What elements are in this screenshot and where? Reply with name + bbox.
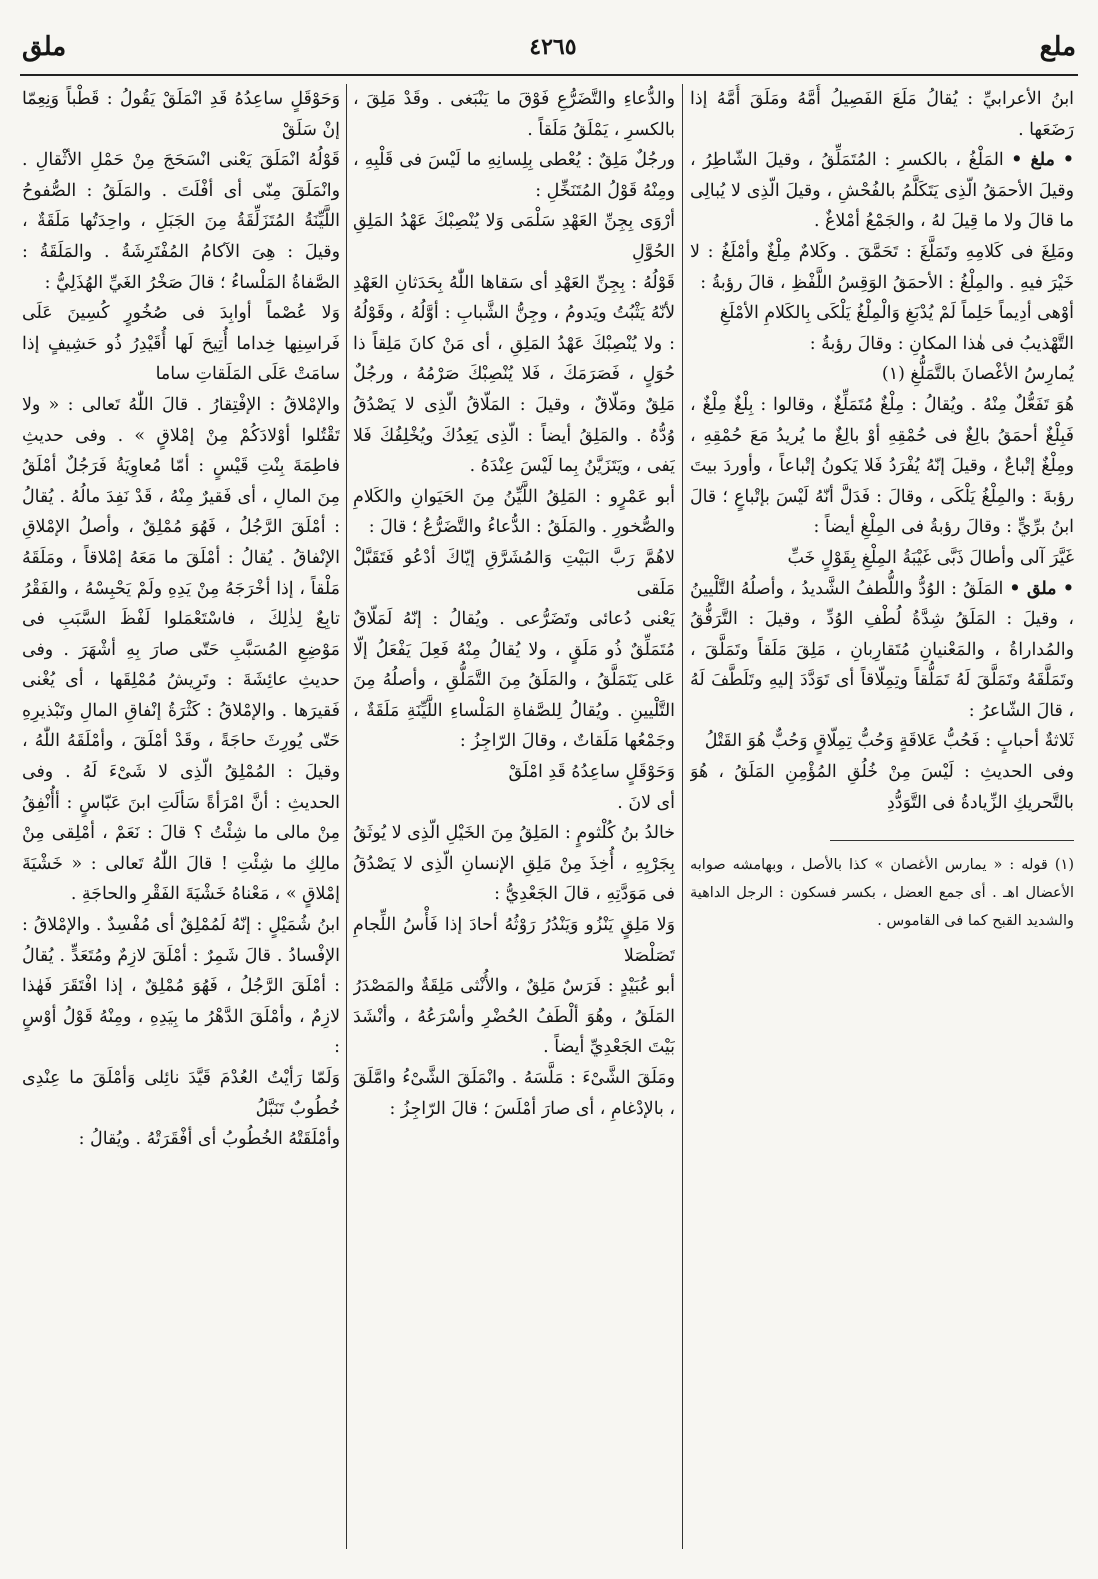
page-number: ٤٢٦٥ xyxy=(529,34,577,60)
paragraph: قَوْلُهُ انْمَلَقَ يَعْنى انْسَحَجَ مِنْ حَمْلِ الأثْقالِ . وانْمَلَقَ مِنّى أى أفْلَتَ . والمَلَقُ : الصُّفوحُ اللَّيِّنَةُ المُتَزَلِّقَةُ مِنَ الجَبَلِ ، واحِدَتُها مَلَقَةٌ ، وقيلَ : هِىَ الآكامُ المُفْتَرِشَةُ . والمَلَقَةُ : الصَّفاةُ المَلْساءُ ؛ قالَ صَخْرُ الغَيِّ الهُذَلِيُّ : xyxy=(22,150,340,293)
paragraph: ومَلَقَ الشَّىْءَ : مَلَّسَهُ . وانْمَلَقَ الشَّىْءُ وامَّلَقَ ، بالإدْغامِ ، أى صارَ أمْلَسَ ؛ قالَ الرّاجِزُ : xyxy=(353,1068,675,1119)
verse: لاهُمَّ رَبَّ البَيْتِ وَالمُشَرَّقِ إيّاكَ أدْعُو فَتَقَبَّلْ مَلَقى xyxy=(353,547,675,599)
verse: وَلا عُصْماً أوابِدَ فى صُخُورٍ كُسِينَ عَلَى فَراسِنِها خِداما أُتِيحَ لَها أُقَيْدِرُ ذُو حَشِيفٍ إذا سامَتْ عَلَى المَلَقاتِ ساما xyxy=(22,303,340,385)
verse: ثَلاثةٌ أحبابٍ : فَحُبُّ عَلاقَةٍ وَحُبُّ تِمِلّاقٍ وَحُبٌّ هُوَ القَتْلُ xyxy=(704,731,1074,752)
paragraph: أى لانَ . xyxy=(617,792,675,813)
column-divider xyxy=(682,84,683,1549)
paragraph: التَّهْذيبُ فى هٰذا المكانِ : وقالَ رؤبةُ : xyxy=(809,333,1074,354)
header-right-word: ملع xyxy=(1039,32,1076,62)
paragraph-text: المَلْغُ ، بالكسرِ : المُتَمَلِّقُ ، وقيلَ الشّاطِرُ ، وقيلَ الأحمَقُ الّذِى يَتَكَلَّمُ بالفُحْشِ ، وقيلَ الّذِى لا يُبالِى ما قالَ ولا ما قِيلَ لهُ ، والجَمْعُ أمْلاغٌ . xyxy=(690,150,1074,232)
paragraph: أبو عُبَيْدٍ : فَرَسٌ مَلِقٌ ، والأُنْثى مَلِقَةٌ والمَصْدَرُ المَلَقُ ، وهُوَ ألْطَفُ الحُضْرِ وأسْرَعُهُ ، وأنْشَدَ بَيْتَ الجَعْدِيِّ أيضاً . xyxy=(353,976,675,1058)
column-divider xyxy=(346,84,347,1549)
column-middle xyxy=(353,84,675,1549)
paragraph: قَوْلُهُ : بِجِنِّ العَهْدِ أى سَقاها اللّٰهُ بِحَدَثانِ العَهْدِ لأنّهُ يَثْبُتُ ويَدومُ ، وجِنُّ الشَّبابِ : أوَّلُهُ ، وقَوْلُهُ : ولا يُنْصِبْكَ عَهْدُ المَلِقِ ، أى مَنْ كانَ مَلِقاً ذا حُوَلٍ ، فَصَرَمَكَ ، فَلا يُنْصِبْكَ صَرْمُهُ ، ورجُلٌ مَلِقٌ ومَلّاقٌ ، وقيلَ : المَلّاقُ الّذِى لا يَصْدُقُ وُدُّهُ . والمَلِقُ أيضاً : الّذِى يَعِدُكَ ويُخْلِفُكَ فَلا يَفى ، ويَتَزَيَّنُ بِما لَيْسَ عِنْدَهُ . xyxy=(353,272,675,477)
header-rule xyxy=(20,74,1078,76)
verse: أوْهى أدِيماً حَلِماً لَمْ يُدْبَغِ وَالْمِلْغُ يَلْكَى بِالكَلامِ الأمْلَغِ xyxy=(719,303,1074,324)
footnote: (١) قوله : « يمارس الأغصان » كذا بالأصل ، وبهامشه صوابه الأعضال اهـ . أى جمع العضل ، بكسر فسكون : الرجل الداهية والشديد القبح كما فى القاموس . xyxy=(690,857,1074,930)
paragraph: ابنُ الأعرابيِّ : يُقالُ مَلَعَ الفَصِيلُ أُمَّهُ ومَلَقَ أُمَّهُ إذا رَضَعَها . xyxy=(690,89,1074,140)
paragraph: والإمْلاقُ : الإفْتِقارُ . قالَ اللّٰهُ تَعالى : « ولا تَقْتُلوا أوْلادَكُمْ مِنْ إمْلاقٍ » . وفى حديثِ فاطِمَةَ بِنْتِ قَيْسٍ : أمّا مُعاوِيَةُ فَرَجُلٌ أمْلَقُ مِنَ المالِ ، أى فَقيرٌ مِنْهُ ، قَدْ نَفِدَ مالُهُ . يُقالُ : أمْلَقَ الرَّجُلُ ، فَهُوَ مُمْلِقٌ ، وأصلُ الإمْلاقِ الإنْفاقُ . يُقالُ : أمْلَقَ ما مَعَهُ إمْلاقاً ، ومَلَقَهُ مَلْقاً ، إذا أخْرَجَهُ مِنْ يَدِهِ ولَمْ يَحْبِسْهُ ، والفَقْرُ تابِعٌ لِذٰلِكَ ، فاسْتَعْمَلوا لَفْظَ السَّبَبِ فى مَوْضِعِ المُسَبَّبِ حَتّى صارَ بِهِ أشْهَرَ . وفى حديثِ عائِشَةَ : وتَرِيشُ مُمْلِقَها ، أى يُغْنى فَقيرَها . والإمْلاقُ : كَثْرَةُ إنْفاقِ المالِ وتَبْذيرِهِ حَتّى يُورِثَ حاجَةً ، وقَدْ أمْلَقَ ، وأمْلَقَهُ اللّٰهُ ، وقيلَ : المُمْلِقُ الّذِى لا شَىْءَ لَهُ . وفى الحديثِ : أنَّ امْرَأةً سَألَتِ ابنَ عَبّاسٍ : أأُنْفِقُ مِنْ مالى ما شِئْتُ ؟ قالَ : نَعَمْ ، أمْلِقى مِنْ مالِكِ ما شِئْتِ ! قالَ اللّٰهُ تَعالى : « خَشْيَةَ إمْلاقٍ » ، مَعْناهُ خَشْيَةَ الفَقْرِ والحاجَةِ . xyxy=(22,394,340,905)
verse: يُمارِسُ الأغْصانَ بالتَّمَلُّغِ (١) xyxy=(881,364,1074,385)
paragraph: أبو عَمْرٍو : المَلِقُ اللَّيِّنُ مِنَ الحَيَوانِ والكَلامِ والصُّخورِ . والمَلَقُ : الدُّعاءُ والتَّضَرُّعُ ؛ قالَ : xyxy=(353,486,675,538)
verse: أرْوَى بِجِنِّ العَهْدِ سَلْمَى وَلا يُنْصِبْكَ عَهْدُ المَلِقِ الحُوَّلِ xyxy=(353,211,675,262)
footnote-rule xyxy=(830,840,1074,841)
column-left xyxy=(22,84,340,1549)
verse: وَحَوْقَلٍ ساعِدُهُ قَدِ امْلَقْ xyxy=(508,762,675,783)
verse: غَيَّرَ آلى وأطالَ ذَبَّى غَيْبَةُ المِلْغِ بِقَوْلٍ خَبِّ xyxy=(787,547,1074,568)
paragraph: ومَلِغَ فى كَلامِهِ وتَمَلَّغَ : تَحَمَّقَ . وكَلامٌ مِلْغٌ وأمْلَغُ : لا خَيْرَ فيهِ . والمِلْغُ : الأحمَقُ الوَقِسُ اللَّفْظِ ، قالَ رؤبةُ : xyxy=(690,241,1074,293)
paragraph: هُوَ تَفَعُّلٌ مِنْهُ . ويُقالُ : مِلْغٌ مُتَمَلِّغٌ ، وقالوا : بِلْغٌ مِلْغٌ ، فَبِلْغٌ أحمَقُ بالِغٌ فى حُمْقِهِ أوْ بالِغٌ ما يُريدُ مَعَ حُمْقِهِ ، ومِلْغٌ إتْباعٌ ، وقيلَ إنّهُ يُفْرَدُ فَلا يَكونُ إتْباعاً ، وأوردَ بيتَ رؤبةَ : والمِلْغُ يَلْكَى ، وقالَ : فَدَلَّ أنّهُ لَيْسَ بإتْباعٍ ؛ قالَ ابنُ برِّيٍّ : وقالَ رؤبةُ فى المِلْغِ أيضاً : xyxy=(690,394,1074,538)
entry-paragraph xyxy=(690,145,1074,237)
entry-paragraph xyxy=(690,574,1074,727)
paragraph: ورجُلٌ مَلِقٌ : يُعْطى بِلِسانِهِ ما لَيْسَ فى قَلْبِهِ ، ومِنْهُ قَوْلُ المُتَنَخِّلِ : xyxy=(353,150,675,201)
paragraph: وأمْلَقَتْهُ الخُطُوبُ أى أفْقَرَتْهُ . ويُقالُ : xyxy=(78,1129,340,1150)
header-left-word: ملق xyxy=(22,32,67,62)
paragraph: ابنُ شُمَيْلٍ : إنّهُ لَمُمْلِقٌ أى مُفْسِدٌ . والإمْلاقُ : الإفْسادُ . قالَ شَمِرٌ : أمْلَقَ لازِمٌ ومُتَعَدٍّ . يُقالُ : أمْلَقَ الرَّجُلُ ، فَهُوَ مُمْلِقٌ ، إذا افْتَقَرَ فَهٰذا لازِمٌ ، وأمْلَقَ الدَّهْرُ ما بِيَدِهِ ، ومِنْهُ قَوْلُ أوْسٍ : xyxy=(22,915,340,1058)
verse: وَحَوْقَلٍ ساعِدُهُ قَدِ انْمَلَقْ يَقُولُ : قَطْباً وَنِعِمّا إنْ سَلَقْ xyxy=(22,89,340,140)
page-header xyxy=(22,22,1076,72)
verse: وَلا مَلِقٍ يَنْزُو وَيَنْدُرُ رَوْثُهُ أحادَ إذا فَأْسُ اللِّجامِ تَصَلْصَلا xyxy=(353,915,675,966)
paragraph: يَعْنى دُعائى وتَضَرُّعى . ويُقالُ : إنّهُ لَمَلّاقٌ مُتَمَلِّقٌ ذُو مَلَقٍ ، ولا يُقالُ مِنْهُ فَعِلَ يَفْعَلُ إلّا عَلى يَتَمَلَّقُ ، والمَلَقُ مِنَ التَّمَلُّقِ ، وأصلُهُ مِنَ التَّلْيينِ . ويُقالُ لِلصَّفاةِ المَلْساءِ اللَّيِّنَةِ مَلَقَةٌ ، وجَمْعُها مَلَقاتٌ ، وقالَ الرّاجِزُ : xyxy=(353,609,675,752)
entry-headword: • ملغ • xyxy=(1011,150,1074,171)
paragraph-text: المَلَقُ : الوُدُّ واللُّطفُ الشَّديدُ ، وأصلُهُ التَّلْيينُ ، وقيلَ : المَلَقُ شِدَّةُ لُطْفِ الوُدِّ ، وقيلَ : التَّرَفُّقُ والمُداراةُ ، والمَعْنيانِ مُتَقارِبانِ ، مَلِقَ مَلَقاً وتَمَلَّقَ ، وتَمَلَّقَهُ وتَمَلَّقَ لَهُ تَمَلُّقاً وتِمِلّاقاً أى تَوَدَّدَ إليهِ وتَلَطَّفَ لَهُ ، قالَ الشّاعرُ : xyxy=(690,578,1074,721)
paragraph: والدُّعاءِ والتَّضَرُّعِ فَوْقَ ما يَنْبَغى . وقَدْ مَلِقَ ، بالكسرِ ، يَمْلَقُ مَلَقاً . xyxy=(353,89,675,140)
verse: وَلَمّا رَأيْتُ العُدْمَ قَيَّدَ نائِلى وَأمْلَقَ ما عِنْدِى خُطُوبٌ تَنَبَّلُ xyxy=(22,1068,340,1119)
paragraph: خالدُ بنُ كُلْثومٍ : المَلِقُ مِنَ الخَيْلِ الّذِى لا يُوثَقُ بِجَرْيِهِ ، أُخِذَ مِنْ مَلِقِ الإنسانِ الّذِى لا يَصْدُقُ فى مَوَدَّتِهِ ، قالَ الجَعْدِيُّ : xyxy=(353,823,675,905)
column-right xyxy=(690,84,1074,1549)
entry-headword: • ملق • xyxy=(1009,578,1074,599)
paragraph: وفى الحديثِ : لَيْسَ مِنْ خُلُقِ المُؤْمِنِ المَلَقُ ، هُوَ بالتَّحريكِ الزِّيادةُ فى التَّوَدُّدِ xyxy=(690,762,1074,813)
